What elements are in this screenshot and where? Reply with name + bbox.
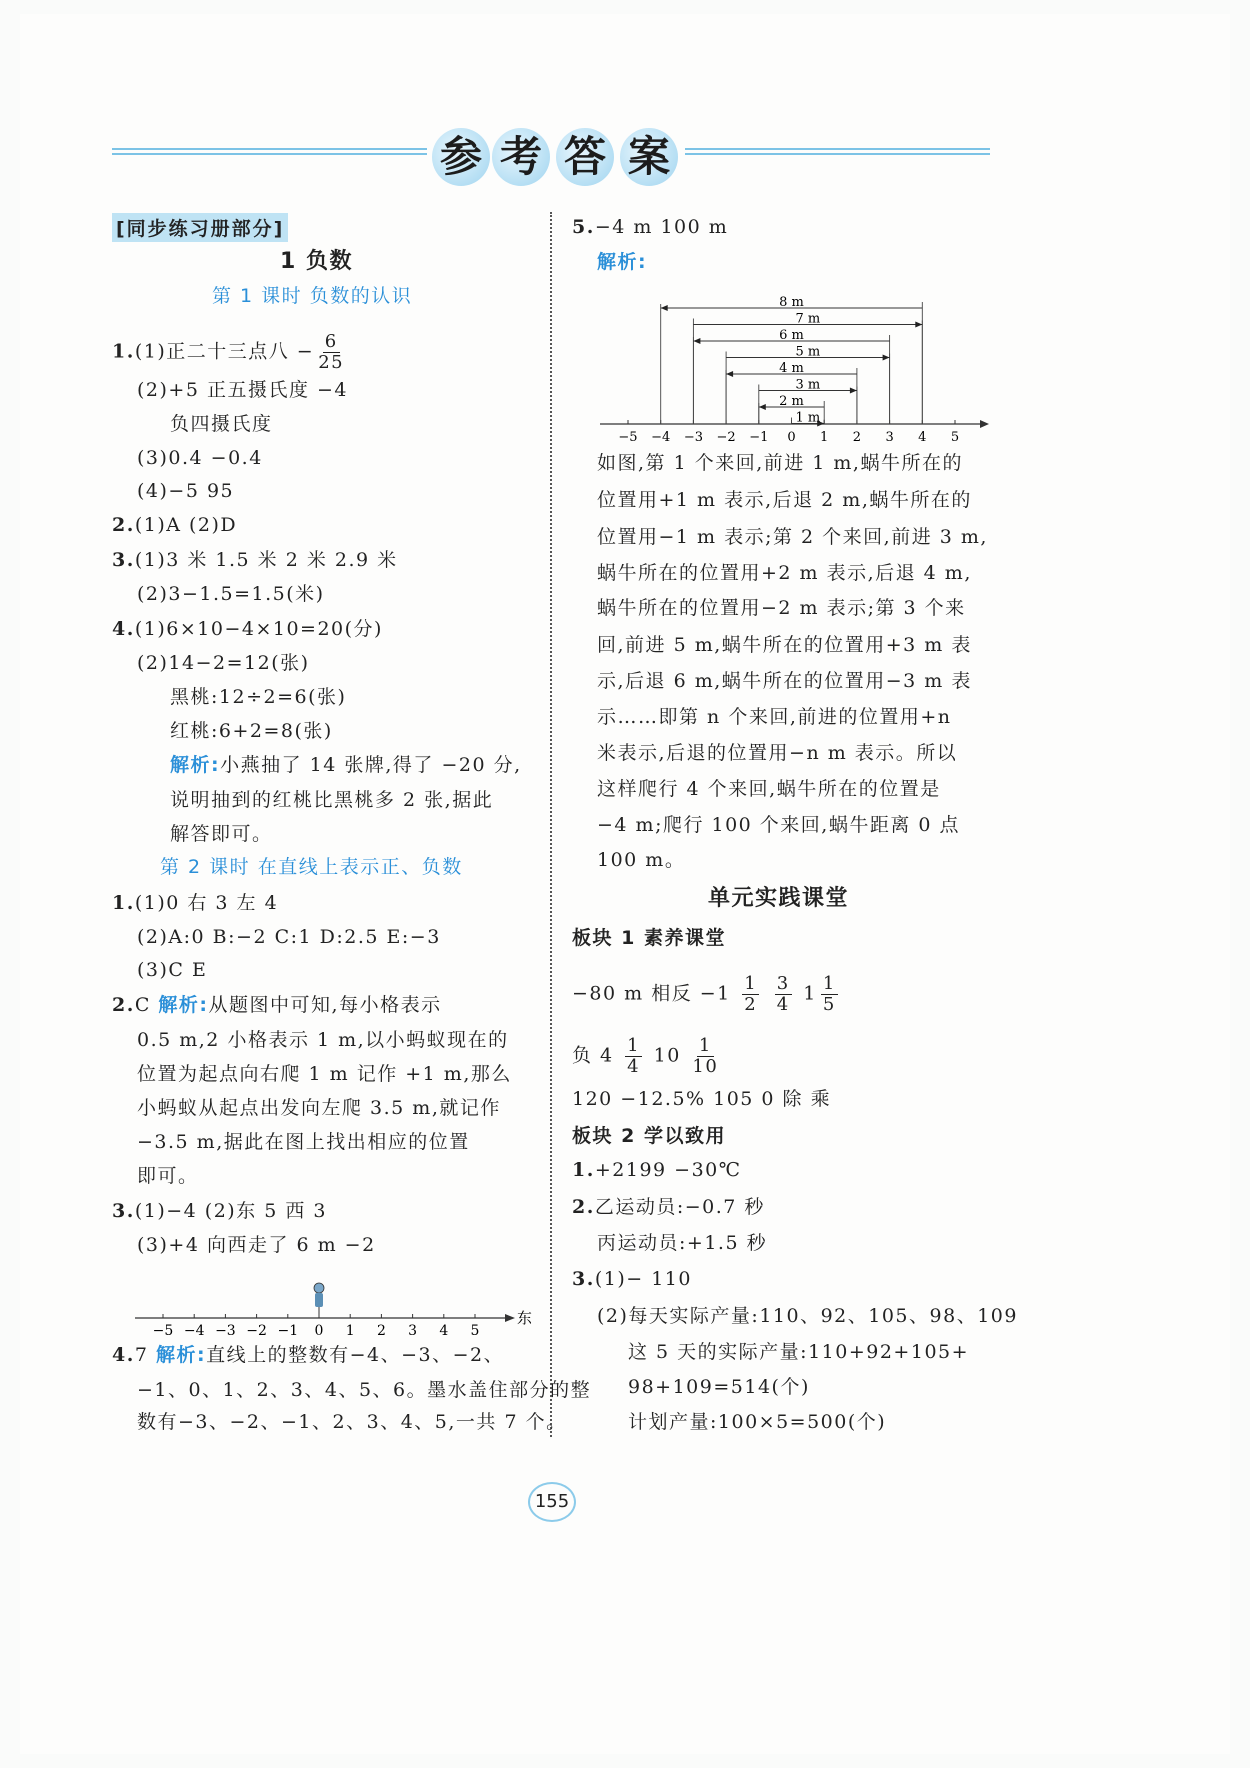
answer-line bbox=[572, 974, 842, 1015]
answer-text: 示,后退 6 m,蜗牛所在的位置用−3 m 表 bbox=[597, 670, 972, 692]
answer-line bbox=[597, 560, 972, 586]
question-number: 4. bbox=[112, 618, 135, 640]
snail-path-diagram bbox=[595, 285, 995, 450]
answer-line bbox=[137, 1163, 199, 1189]
answer-text: 乙运动员:−0.7 秒 bbox=[594, 1196, 765, 1218]
answer-line bbox=[137, 1027, 509, 1053]
axis-arrow bbox=[505, 1314, 515, 1322]
analysis-label: 解析: bbox=[597, 251, 648, 273]
answer-text: 第 2 课时 在直线上表示正、负数 bbox=[160, 856, 463, 878]
answer-text: 板块 1 素养课堂 bbox=[572, 927, 726, 949]
answer-line bbox=[137, 1129, 470, 1155]
answer-text: −4 m 100 m bbox=[594, 216, 729, 238]
answer-text: 1 bbox=[795, 982, 817, 1005]
answer-text: 如图,第 1 个来回,前进 1 m,蜗牛所在的 bbox=[597, 452, 963, 474]
answer-line bbox=[137, 924, 441, 950]
answer-text: (1)6×10−4×10=20(分) bbox=[134, 618, 383, 640]
answer-line bbox=[112, 547, 398, 573]
answer-text: (1)3 米 1.5 米 2 米 2.9 米 bbox=[134, 549, 398, 571]
answer-text: (2)14−2=12(张) bbox=[137, 652, 310, 674]
answer-line bbox=[112, 1198, 327, 1224]
answer-line bbox=[170, 787, 493, 813]
answer-text: 蜗牛所在的位置用−2 m 表示;第 3 个来 bbox=[597, 597, 966, 619]
answer-text: 第 1 课时 负数的认识 bbox=[212, 285, 413, 307]
answer-text: (1)A (2)D bbox=[134, 514, 238, 536]
answer-text: (3)0.4 −0.4 bbox=[137, 447, 263, 469]
ant-figure-icon bbox=[314, 1283, 324, 1293]
answer-text: 示……即第 n 个来回,前进的位置用+n bbox=[597, 706, 952, 728]
answer-line bbox=[597, 668, 972, 694]
answer-text: 0.5 m,2 小格表示 1 m,以小蚂蚁现在的 bbox=[137, 1029, 509, 1051]
arrowhead-icon bbox=[726, 371, 733, 377]
answer-line bbox=[137, 1409, 567, 1435]
tick-label: 1 bbox=[345, 1323, 355, 1339]
analysis-label: 解析: bbox=[158, 994, 209, 1016]
answer-line bbox=[112, 332, 348, 373]
answer-text: 黑桃:12÷2=6(张) bbox=[170, 686, 347, 708]
answer-text: −4 m;爬行 100 个来回,蜗牛距离 0 点 bbox=[597, 814, 961, 836]
answer-line bbox=[628, 1339, 969, 1365]
answer-text: −3.5 m,据此在图上找出相应的位置 bbox=[137, 1131, 470, 1153]
answer-line bbox=[572, 1194, 765, 1220]
title-char: 考 bbox=[492, 128, 550, 186]
tick-label: −5 bbox=[152, 1323, 174, 1339]
arrowhead-icon bbox=[915, 322, 922, 328]
answer-text bbox=[763, 983, 771, 1005]
fraction bbox=[775, 974, 792, 1015]
tick-label: −4 bbox=[183, 1323, 205, 1339]
question-number: 3. bbox=[112, 549, 135, 571]
answer-line bbox=[170, 411, 273, 437]
answer-text: 计划产量:100×5=500(个) bbox=[628, 1411, 887, 1433]
numerator: 1 bbox=[627, 1035, 641, 1056]
number-line-figure bbox=[125, 1280, 545, 1340]
answer-text: 从题图中可知,每小格表示 bbox=[208, 994, 442, 1016]
answer-line bbox=[597, 524, 988, 550]
answer-text: 直线上的整数有−4、−3、−2、 bbox=[206, 1344, 505, 1366]
answer-text: 解答即可。 bbox=[170, 823, 273, 845]
answer-line bbox=[572, 925, 726, 951]
question-number: 2. bbox=[572, 1196, 595, 1218]
answer-text: 数有−3、−2、−1、2、3、4、5,一共 7 个。 bbox=[137, 1411, 567, 1433]
answer-line bbox=[137, 1377, 591, 1403]
answer-line bbox=[137, 1061, 512, 1087]
axis-arrow bbox=[980, 420, 989, 428]
answer-text: 红桃:6+2=8(张) bbox=[170, 720, 333, 742]
answer-text: 负四摄氏度 bbox=[170, 413, 273, 435]
direction-label: 东 bbox=[517, 1309, 533, 1327]
answer-text: (4)−5 95 bbox=[137, 480, 235, 502]
answer-line bbox=[572, 1086, 831, 1112]
fraction bbox=[821, 974, 838, 1015]
answer-text: 1 负数 bbox=[280, 249, 353, 274]
answer-line bbox=[597, 249, 647, 275]
answer-line bbox=[137, 957, 207, 983]
title-char: 答 bbox=[556, 128, 614, 186]
section-badge: [同步练习册部分] bbox=[112, 213, 288, 242]
tick-label: 4 bbox=[918, 430, 927, 445]
answer-text: 回,前进 5 m,蜗牛所在的位置用+3 m 表 bbox=[597, 634, 972, 656]
tick-label: 4 bbox=[439, 1323, 449, 1339]
denominator: 25 bbox=[318, 352, 345, 373]
analysis-label: 解析: bbox=[155, 1344, 207, 1366]
answer-text: (1)− 110 bbox=[594, 1268, 692, 1290]
fraction bbox=[742, 974, 759, 1015]
answer-line bbox=[137, 1232, 376, 1258]
answer-line bbox=[572, 1157, 742, 1183]
tick-label: −3 bbox=[683, 430, 703, 445]
page bbox=[20, 14, 1230, 1754]
answer-text: 小蚂蚁从起点出发向左爬 3.5 m,就记作 bbox=[137, 1097, 501, 1119]
answer-text: (1)−4 (2)东 5 西 3 bbox=[134, 1200, 328, 1222]
tick-label: −1 bbox=[277, 1323, 299, 1339]
column-divider bbox=[550, 212, 552, 1437]
tick-label: −2 bbox=[246, 1323, 267, 1339]
denominator: 4 bbox=[776, 994, 790, 1015]
numerator: 3 bbox=[776, 973, 790, 994]
question-number: 1. bbox=[112, 892, 135, 914]
fraction bbox=[625, 1036, 642, 1077]
answer-line bbox=[597, 812, 960, 838]
title-rule-right bbox=[685, 148, 990, 155]
tick-label: −1 bbox=[749, 430, 769, 445]
answer-line bbox=[112, 890, 278, 916]
tick-label: −4 bbox=[651, 430, 671, 445]
answer-text: 位置为起点向右爬 1 m 记作 +1 m,那么 bbox=[137, 1063, 512, 1085]
arrowhead-icon bbox=[850, 388, 857, 394]
answer-text: (3)+4 向西走了 6 m −2 bbox=[137, 1234, 376, 1256]
question-number: 3. bbox=[572, 1268, 595, 1290]
answer-line bbox=[597, 847, 685, 873]
segment-label: 8 m bbox=[779, 295, 804, 310]
answer-text: C bbox=[134, 994, 159, 1016]
tick-label: 2 bbox=[376, 1323, 386, 1339]
page-number: 155 bbox=[528, 1482, 576, 1522]
answer-text: 说明抽到的红桃比黑桃多 2 张,据此 bbox=[170, 789, 494, 811]
answer-text: +2199 −30℃ bbox=[594, 1159, 742, 1181]
ant-figure-body bbox=[315, 1293, 323, 1307]
title-rule-left bbox=[112, 148, 427, 155]
segment-label: 5 m bbox=[795, 344, 821, 360]
answer-line bbox=[170, 718, 333, 744]
segment-label: 3 m bbox=[795, 377, 821, 393]
answer-line bbox=[597, 1303, 1018, 1329]
analysis-label: 解析: bbox=[170, 754, 221, 776]
question-number: 3. bbox=[112, 1200, 135, 1222]
tick-label: 0 bbox=[314, 1323, 324, 1339]
question-number: 4. bbox=[112, 1344, 135, 1366]
arrowhead-icon bbox=[759, 404, 766, 410]
answer-line bbox=[137, 445, 263, 471]
answer-line bbox=[170, 684, 346, 710]
numerator: 1 bbox=[744, 973, 758, 994]
tick-label: 5 bbox=[950, 430, 960, 445]
answer-line bbox=[137, 650, 310, 676]
answer-line bbox=[597, 776, 941, 802]
denominator: 5 bbox=[822, 994, 836, 1015]
question-number: 1. bbox=[572, 1159, 595, 1181]
answer-text: (2)3−1.5=1.5(米) bbox=[137, 583, 325, 605]
denominator: 10 bbox=[692, 1056, 719, 1077]
answer-line bbox=[212, 283, 412, 309]
answer-text: 7 bbox=[134, 1344, 156, 1366]
answer-text: 板块 2 学以致用 bbox=[572, 1125, 726, 1147]
answer-line bbox=[597, 704, 952, 730]
answer-line bbox=[137, 478, 234, 504]
answer-line bbox=[597, 632, 972, 658]
title-char: 参 bbox=[432, 128, 490, 186]
answer-text: 小燕抽了 14 张牌,得了 −20 分, bbox=[220, 754, 522, 776]
answer-line bbox=[280, 249, 353, 275]
tick-label: −3 bbox=[215, 1323, 236, 1339]
answer-line bbox=[572, 1123, 726, 1149]
answer-text: 这样爬行 4 个来回,蜗牛所在的位置是 bbox=[597, 778, 941, 800]
answer-text: 120 −12.5% 105 0 除 乘 bbox=[572, 1088, 832, 1110]
question-number: 5. bbox=[572, 216, 595, 238]
tick-label: 0 bbox=[787, 430, 796, 445]
tick-label: −2 bbox=[716, 430, 736, 445]
answer-line bbox=[137, 377, 348, 403]
answer-text: (2)+5 正五摄氏度 −4 bbox=[137, 379, 349, 401]
answer-text: (2)每天实际产量:110、92、105、98、109 bbox=[597, 1305, 1018, 1327]
answer-line bbox=[597, 450, 963, 476]
answer-text: −1、0、1、2、3、4、5、6。墨水盖住部分的整 bbox=[137, 1379, 592, 1401]
answer-text: 位置用+1 m 表示,后退 2 m,蜗牛所在的 bbox=[597, 489, 972, 511]
answer-text: 10 bbox=[646, 1044, 689, 1067]
numerator: 1 bbox=[822, 973, 836, 994]
segment-label: 4 m bbox=[779, 361, 804, 376]
tick-label: −5 bbox=[618, 430, 638, 445]
answer-line bbox=[112, 1342, 504, 1368]
arrowhead-icon bbox=[883, 355, 890, 361]
answer-text: 蜗牛所在的位置用+2 m 表示,后退 4 m, bbox=[597, 562, 972, 584]
answer-line bbox=[112, 512, 237, 538]
answer-line bbox=[170, 821, 273, 847]
numerator: 1 bbox=[698, 1035, 712, 1056]
answer-line bbox=[628, 1374, 810, 1400]
answer-text: (1)0 右 3 左 4 bbox=[134, 892, 279, 914]
answer-line bbox=[708, 886, 849, 912]
tick-label: 5 bbox=[470, 1323, 480, 1339]
answer-line bbox=[597, 487, 972, 513]
question-number: 1. bbox=[112, 340, 135, 363]
answer-text: 米表示,后退的位置用−n m 表示。所以 bbox=[597, 742, 958, 764]
answer-text: 100 m。 bbox=[597, 849, 686, 871]
question-number: 2. bbox=[112, 514, 135, 536]
answer-text: 负 4 bbox=[572, 1044, 622, 1067]
tick-label: 3 bbox=[885, 430, 894, 445]
segment-label: 2 m bbox=[779, 394, 804, 409]
denominator: 4 bbox=[627, 1056, 641, 1077]
answer-text: (3)C E bbox=[137, 959, 208, 981]
tick-label: 3 bbox=[408, 1323, 418, 1339]
answer-line bbox=[597, 595, 966, 621]
answer-line bbox=[628, 1409, 886, 1435]
answer-text: (1)正二十三点八 − bbox=[134, 340, 315, 363]
fraction bbox=[692, 1036, 718, 1077]
answer-line bbox=[572, 1266, 692, 1292]
numerator: 6 bbox=[324, 331, 338, 352]
segment-label: 7 m bbox=[795, 311, 821, 327]
arrowhead-icon bbox=[693, 338, 700, 344]
answer-text: 这 5 天的实际产量:110+92+105+ bbox=[628, 1341, 970, 1363]
arrowhead-icon bbox=[661, 305, 668, 311]
question-number: 2. bbox=[112, 994, 135, 1016]
answer-text: 单元实践课堂 bbox=[708, 886, 850, 911]
answer-line bbox=[597, 740, 957, 766]
answer-text: 丙运动员:+1.5 秒 bbox=[597, 1232, 768, 1254]
answer-line bbox=[137, 581, 325, 607]
fraction bbox=[318, 332, 344, 373]
answer-line bbox=[572, 214, 728, 240]
title-char: 案 bbox=[620, 128, 678, 186]
answer-text: 98+109=514(个) bbox=[628, 1376, 810, 1398]
answer-line bbox=[112, 616, 383, 642]
answer-line bbox=[137, 1095, 501, 1121]
tick-label: 2 bbox=[852, 430, 862, 445]
answer-line bbox=[572, 1036, 722, 1077]
answer-text: 位置用−1 m 表示;第 2 个来回,前进 3 m, bbox=[597, 526, 988, 548]
answer-line bbox=[160, 854, 463, 880]
segment-label: 6 m bbox=[779, 328, 804, 343]
tick-label: 1 bbox=[820, 430, 829, 445]
denominator: 2 bbox=[744, 994, 758, 1015]
answer-text: 即可。 bbox=[137, 1165, 199, 1187]
answer-line bbox=[597, 1230, 767, 1256]
answer-line bbox=[112, 992, 442, 1018]
segment-label: 1 m bbox=[795, 410, 821, 426]
answer-text: (2)A:0 B:−2 C:1 D:2.5 E:−3 bbox=[137, 926, 441, 948]
answer-text: −80 m 相反 −1 bbox=[572, 982, 739, 1005]
answer-line bbox=[170, 752, 522, 778]
